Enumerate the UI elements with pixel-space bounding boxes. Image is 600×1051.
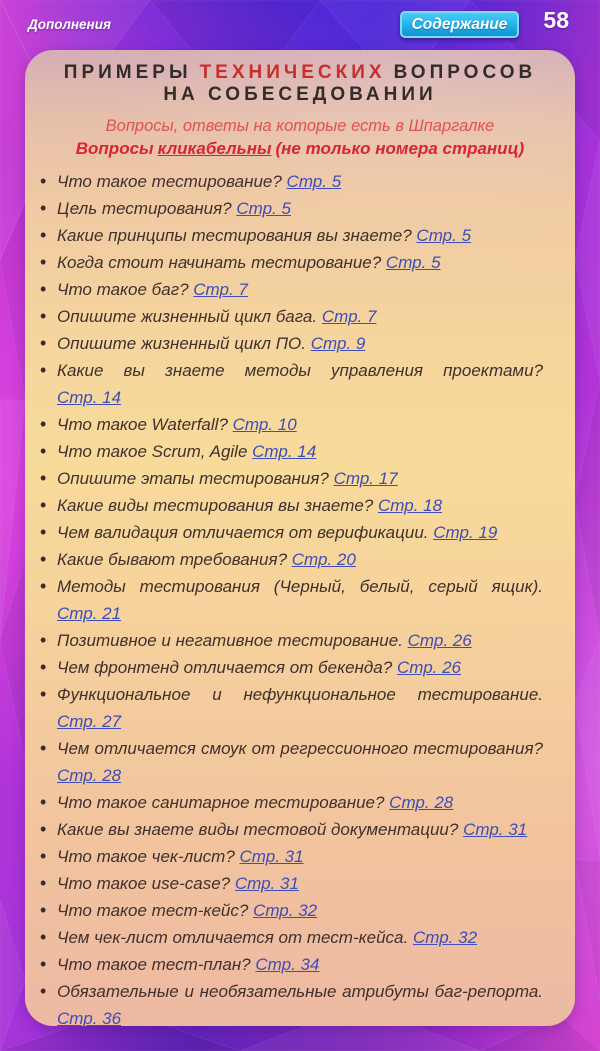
- page-title-line1: [25, 62, 575, 84]
- list-item: [57, 303, 543, 330]
- question-text[interactable]: Что такое баг?: [57, 280, 189, 299]
- page-link[interactable]: Стр. 14: [252, 442, 317, 461]
- list-item: [57, 870, 543, 897]
- page-link[interactable]: Стр. 5: [236, 199, 291, 218]
- page-link[interactable]: Стр. 36: [57, 1009, 122, 1028]
- page-link[interactable]: Стр. 31: [463, 820, 528, 839]
- page-link[interactable]: Стр. 14: [57, 388, 122, 407]
- question-text[interactable]: Позитивное и негативное тестирование.: [57, 631, 403, 650]
- list-item: [57, 789, 543, 816]
- page-link[interactable]: Стр. 5: [385, 253, 441, 272]
- question-text[interactable]: Какие вы знаете методы управления проектами?: [57, 361, 543, 380]
- question-text[interactable]: Что такое тест-план?: [57, 955, 251, 974]
- list-item: [57, 438, 543, 465]
- page-link[interactable]: Стр. 7: [321, 307, 377, 326]
- page-link[interactable]: Стр. 26: [396, 658, 462, 677]
- subtitle-answers-note: Вопросы, ответы на которые есть в Шпаргалке: [105, 117, 495, 135]
- question-text[interactable]: Опишите жизненный цикл бага.: [57, 307, 318, 326]
- page-link[interactable]: Стр. 5: [416, 226, 472, 245]
- list-item: [57, 843, 543, 870]
- subtitle2-part1: Вопросы: [75, 139, 154, 158]
- question-text[interactable]: Какие виды тестирования вы знаете?: [57, 496, 374, 515]
- content-card: [25, 50, 575, 1026]
- list-item: [57, 816, 543, 843]
- page-link[interactable]: Стр. 7: [193, 280, 248, 299]
- page-link[interactable]: Стр. 10: [232, 415, 297, 434]
- list-item: [57, 546, 543, 573]
- page-link[interactable]: Стр. 31: [239, 847, 304, 866]
- question-text[interactable]: Опишите жизненный цикл ПО.: [57, 334, 306, 353]
- list-item: [57, 951, 543, 978]
- question-text[interactable]: Что такое санитарное тестирование?: [57, 793, 385, 812]
- list-item: [57, 519, 543, 546]
- list-item: [57, 654, 543, 681]
- question-text[interactable]: Функциональное и нефункциональное тестирование.: [57, 685, 543, 704]
- question-text[interactable]: Что такое Scrum, Agile: [57, 442, 248, 461]
- question-text[interactable]: Чем отличается смоук от регрессионного тестирования?: [57, 739, 543, 758]
- question-text[interactable]: Цель тестирования?: [57, 199, 232, 218]
- list-item: [57, 492, 543, 519]
- question-text[interactable]: Какие бывают требования?: [57, 550, 288, 569]
- header-label: Дополнения: [28, 17, 111, 32]
- question-text[interactable]: Что такое тестирование?: [57, 172, 282, 191]
- subtitle-clickable-note: [25, 139, 575, 159]
- question-text[interactable]: Опишите этапы тестирования?: [57, 469, 329, 488]
- list-item: [57, 627, 543, 654]
- list-item: [57, 735, 543, 789]
- question-text[interactable]: Обязательные и необязательные атрибуты баг-репорта.: [57, 982, 543, 1001]
- list-item: [57, 330, 543, 357]
- page-link[interactable]: Стр. 20: [291, 550, 356, 569]
- page-link[interactable]: Стр. 5: [286, 172, 342, 191]
- page-link[interactable]: Стр. 18: [378, 496, 443, 515]
- question-text[interactable]: Чем фронтенд отличается от бекенда?: [57, 658, 393, 677]
- question-text[interactable]: Чем валидация отличается от верификации.: [57, 523, 429, 542]
- list-item: [57, 978, 543, 1032]
- contents-button[interactable]: Содержание: [400, 11, 519, 38]
- subtitle2-part3: (не только номера страниц): [275, 139, 525, 158]
- page-link[interactable]: Стр. 9: [310, 334, 366, 353]
- list-item: [57, 249, 543, 276]
- page-link[interactable]: Стр. 28: [57, 766, 122, 785]
- page-title-line2: НА СОБЕСЕДОВАНИИ: [163, 83, 437, 105]
- list-item: [57, 195, 543, 222]
- page-link[interactable]: Стр. 21: [57, 604, 122, 623]
- question-text[interactable]: Что такое Waterfall?: [57, 415, 228, 434]
- list-item: [57, 222, 543, 249]
- page-link[interactable]: Стр. 32: [412, 928, 478, 947]
- list-item: [57, 411, 543, 438]
- title-part-dark2: ВОПРОСОВ: [393, 62, 537, 83]
- page-link[interactable]: Стр. 19: [433, 523, 498, 542]
- list-item: [57, 168, 543, 195]
- list-item: [57, 465, 543, 492]
- question-list: [25, 168, 575, 1032]
- question-text[interactable]: Методы тестирования (Черный, белый, серый ящик).: [57, 577, 543, 596]
- page-link[interactable]: Стр. 34: [255, 955, 320, 974]
- question-text[interactable]: Что такое тест-кейс?: [57, 901, 249, 920]
- title-part-dark: ПРИМЕРЫ: [63, 62, 192, 83]
- list-item: [57, 276, 543, 303]
- question-text[interactable]: Что такое use-case?: [57, 874, 231, 893]
- question-text[interactable]: Когда стоит начинать тестирование?: [57, 253, 382, 272]
- page-link[interactable]: Стр. 17: [333, 469, 398, 488]
- page-title: [25, 62, 575, 105]
- subtitle2-underlined: кликабельны: [157, 139, 272, 158]
- list-item: [57, 573, 543, 627]
- question-text[interactable]: Чем чек-лист отличается от тест-кейса.: [57, 928, 409, 947]
- page-link[interactable]: Стр. 32: [253, 901, 318, 920]
- page-link[interactable]: Стр. 26: [407, 631, 472, 650]
- page-link[interactable]: Стр. 31: [234, 874, 299, 893]
- list-item: [57, 681, 543, 735]
- list-item: [57, 357, 543, 411]
- page-link[interactable]: Стр. 27: [57, 712, 122, 731]
- list-item: [57, 897, 543, 924]
- question-text[interactable]: Какие принципы тестирования вы знаете?: [57, 226, 412, 245]
- page-number: 58: [543, 7, 569, 33]
- question-text[interactable]: Какие вы знаете виды тестовой документации?: [57, 820, 459, 839]
- title-part-red: ТЕХНИЧЕСКИХ: [199, 62, 386, 83]
- question-text[interactable]: Что такое чек-лист?: [57, 847, 235, 866]
- card-inner: [25, 50, 575, 1032]
- list-item: [57, 924, 543, 951]
- page-link[interactable]: Стр. 28: [389, 793, 454, 812]
